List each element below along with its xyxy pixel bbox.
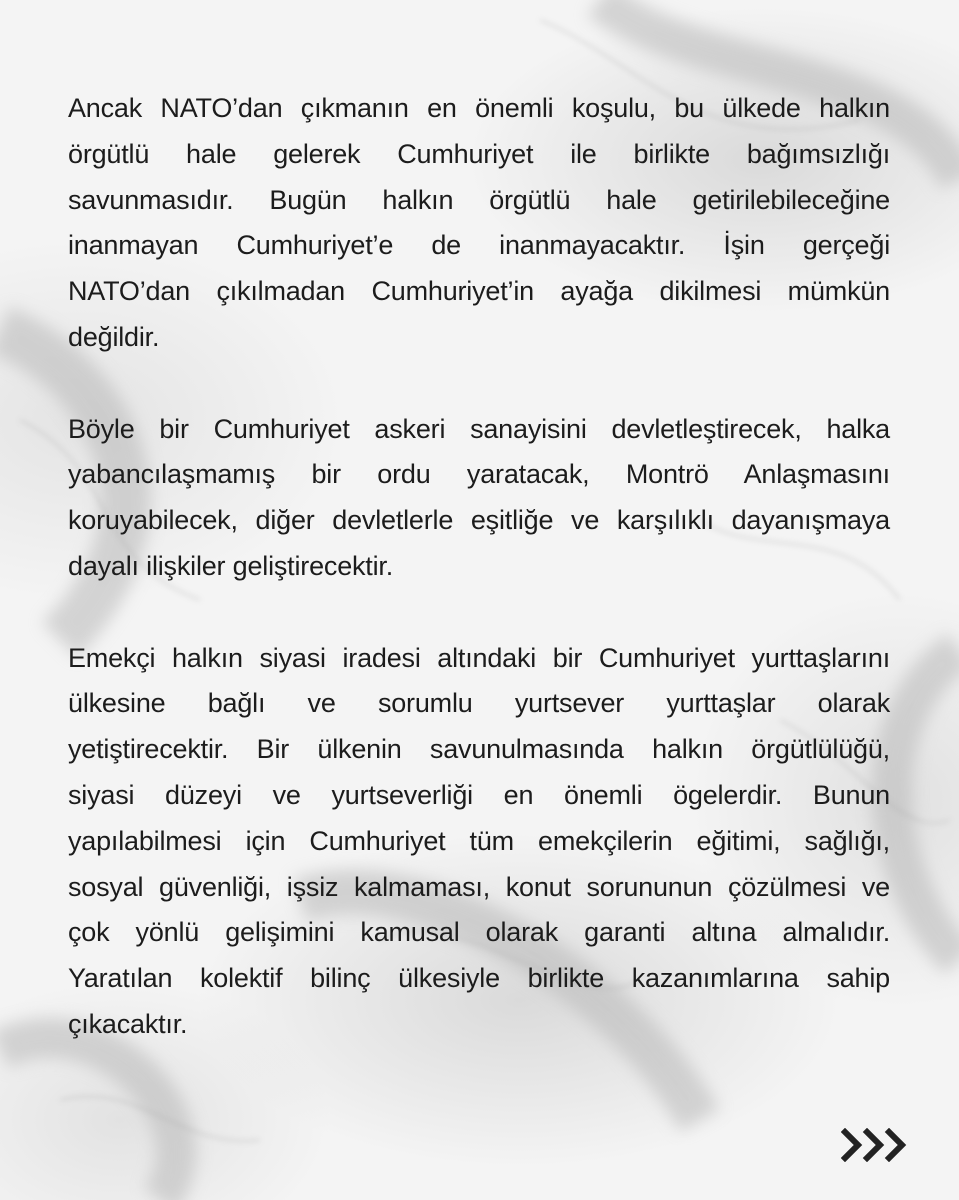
text-line: savunmasıdır. Bugün halkın örgütlü hale getirilebileceğine	[68, 184, 890, 215]
text-line: çok yönlü gelişimini kamusal olarak garanti altına almalıdır.	[68, 917, 890, 948]
text-line: koruyabilecek, diğer devletlerle eşitliğe ve karşılıklı dayanışmaya	[68, 505, 890, 536]
text-line: çıkacaktır.	[68, 1008, 188, 1039]
text-line: siyasi düzeyi ve yurtseverliği en önemli ögelerdir. Bunun	[68, 779, 890, 810]
text-line: yapılabilmesi için Cumhuriyet tüm emekçilerin eğitimi, sağlığı,	[68, 825, 890, 856]
article-text	[68, 86, 890, 1094]
text-line: Böyle bir Cumhuriyet askeri sanayisini devletleştirecek, halka	[68, 413, 890, 444]
text-line: inanmayan Cumhuriyet’e de inanmayacaktır. İşin gerçeği	[68, 230, 890, 261]
paragraph-3	[68, 636, 890, 1048]
text-line: değildir.	[68, 321, 160, 352]
text-line: sosyal güvenliği, işsiz kalmaması, konut sorununun çözülmesi ve	[68, 871, 890, 902]
text-line: Emekçi halkın siyasi iradesi altındaki bir Cumhuriyet yurttaşlarını	[68, 642, 890, 673]
text-line: örgütlü hale gelerek Cumhuriyet ile birlikte bağımsızlığı	[68, 138, 890, 169]
text-line: NATO’dan çıkılmadan Cumhuriyet’in ayağa dikilmesi mümkün	[68, 276, 890, 307]
text-line: Yaratılan kolektif bilinç ülkesiyle birlikte kazanımlarına sahip	[68, 963, 890, 994]
text-line: yabancılaşmamış bir ordu yaratacak, Montrö Anlaşmasını	[68, 459, 890, 490]
text-line: dayalı ilişkiler geliştirecektir.	[68, 550, 394, 581]
text-line: yetiştirecektir. Bir ülkenin savunulmasında halkın örgütlülüğü,	[68, 734, 890, 765]
paragraph-1	[68, 86, 890, 361]
triple-chevron-right-icon[interactable]	[841, 1128, 913, 1162]
text-line: Ancak NATO’dan çıkmanın en önemli koşulu, bu ülkede halkın	[68, 93, 890, 123]
text-line: ülkesine bağlı ve sorumlu yurtsever yurttaşlar olarak	[68, 688, 890, 719]
paragraph-2	[68, 407, 890, 590]
